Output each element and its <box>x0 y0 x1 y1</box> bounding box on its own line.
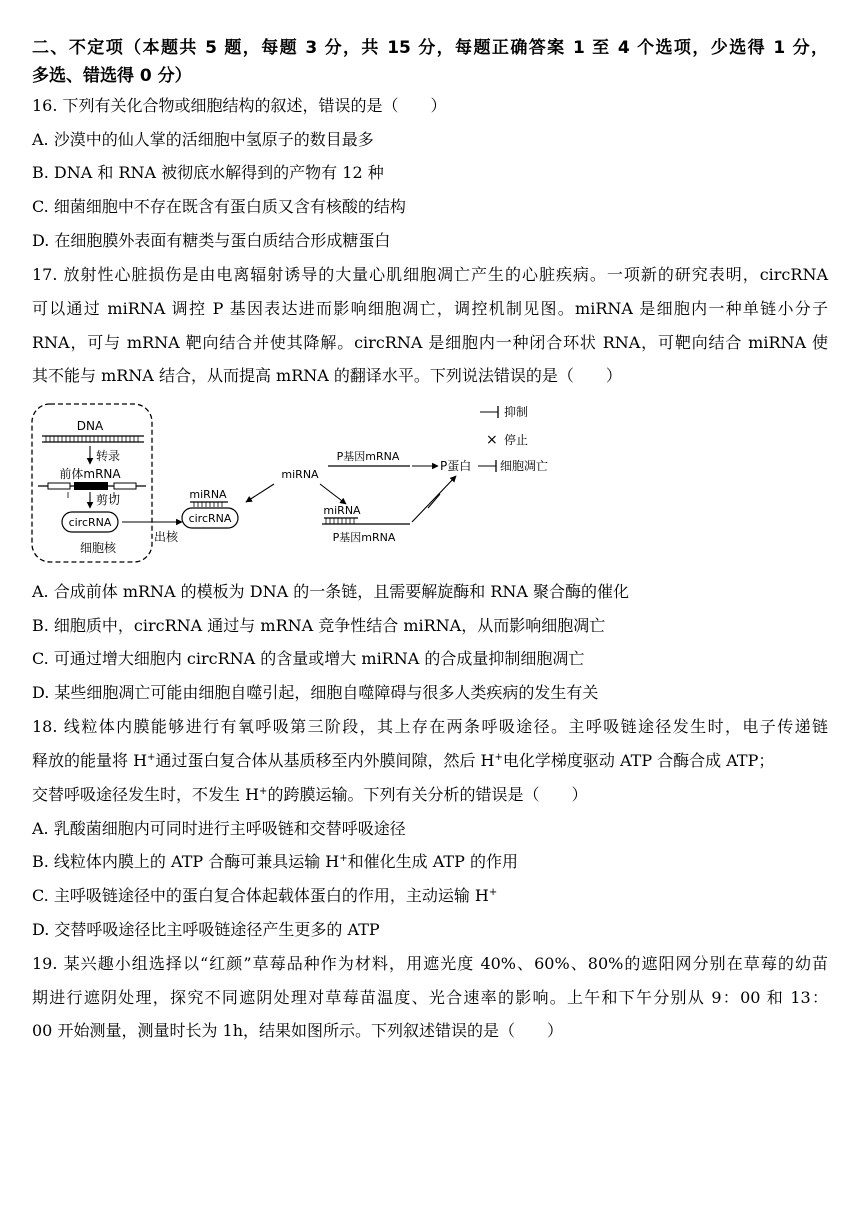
q16-option-b: B. DNA 和 RNA 被彻底水解得到的产物有 12 种 <box>32 163 384 182</box>
export-label: 出核 <box>154 530 179 544</box>
q17-stem-line-1: 17. 放射性心脏损伤是由电离辐射诱导的大量心肌细胞凋亡产生的心脏疾病。一项新的研究表明，circRNA <box>32 265 828 284</box>
q18-stem-line-2: 释放的能量将 H+通过蛋白复合体从基质移至内外膜间隙，然后 H+电化学梯度驱动 ATP 合酶合成 ATP； <box>32 751 775 770</box>
pre-mrna-exon-center <box>74 482 108 490</box>
bound-mirna-label: miRNA <box>189 488 227 501</box>
q18-stem-line-1: 18. 线粒体内膜能够进行有氧呼吸第三阶段，其上存在两条呼吸途径。主呼吸链途径发生时，电子传递链 <box>32 717 828 736</box>
cytoplasmic-circrna-label: circRNA <box>188 512 232 525</box>
q16-stem: 16. 下列有关化合物或细胞结构的叙述，错误的是（ ） <box>32 96 447 115</box>
q18-option-b: B. 线粒体内膜上的 ATP 合酶可兼具运输 H+和催化生成 ATP 的作用 <box>32 852 518 871</box>
free-mirna-label: miRNA <box>281 468 319 481</box>
q18-stem-line-3: 交替呼吸途径发生时，不发生 H+的跨膜运输。下列有关分析的错误是（ ） <box>32 785 588 804</box>
apoptosis-label: 细胞凋亡 <box>500 459 549 473</box>
nuclear-circrna-label: circRNA <box>68 516 112 529</box>
pre-mrna-exon-right <box>114 483 136 489</box>
legend-inhibit-label: 抑制 <box>504 405 529 419</box>
circrna-regulation-diagram <box>28 398 568 568</box>
pre-mrna-label: 前体mRNA <box>59 467 121 481</box>
splice-label: 剪切 <box>96 493 121 507</box>
section-heading-line-1: 二、不定项（本题共 5 题，每题 3 分，共 15 分，每题正确答案 1 至 4 个选项，少选得 1 分， <box>32 38 828 58</box>
q16-option-d: D. 在细胞膜外表面有糖类与蛋白质结合形成糖蛋白 <box>32 231 391 250</box>
blocked-translation-arrow <box>412 476 456 522</box>
q17-stem-line-3: RNA，可与 mRNA 靶向结合并使其降解。circRNA 是细胞内一种闭合环状 RNA，可靶向结合 miRNA 使 <box>32 333 828 352</box>
p-mrna-label-upper: P基因mRNA <box>336 450 400 463</box>
bound-mirna-label-lower: miRNA <box>323 504 361 517</box>
q17-stem-line-2: 可以通过 miRNA 调控 P 基因表达进而影响细胞凋亡，调控机制见图。miRNA 是细胞内一种单链小分子 <box>32 299 828 318</box>
q19-stem-line-3: 00 开始测量，测量时长为 1h，结果如图所示。下列叙述错误的是（ ） <box>32 1021 564 1040</box>
legend-stop-label: 停止 <box>504 433 529 447</box>
mirna-to-mrna-arrow <box>320 484 346 504</box>
q16-option-a: A. 沙漠中的仙人掌的活细胞中氢原子的数目最多 <box>32 130 374 149</box>
section-heading-line-2: 多选、错选得 0 分） <box>32 66 192 86</box>
q18-option-d: D. 交替呼吸途径比主呼吸链途径产生更多的 ATP <box>32 920 380 939</box>
p-protein-label: P蛋白 <box>440 459 472 473</box>
q17-option-c: C. 可通过增大细胞内 circRNA 的含量或增大 miRNA 的合成量抑制细胞凋亡 <box>32 649 585 668</box>
transcription-label: 转录 <box>96 449 121 463</box>
legend-stop-symbol: × <box>486 432 498 448</box>
q18-option-a: A. 乳酸菌细胞内可同时进行主呼吸链和交替呼吸途径 <box>32 819 406 838</box>
dna-base-pairs <box>46 436 138 442</box>
q18-option-c: C. 主呼吸链途径中的蛋白复合体起载体蛋白的作用，主动运输 H+ <box>32 886 498 905</box>
q17-option-d: D. 某些细胞凋亡可能由细胞自噬引起，细胞自噬障碍与很多人类疾病的发生有关 <box>32 683 599 702</box>
q17-stem-line-4: 其不能与 mRNA 结合，从而提高 mRNA 的翻译水平。下列说法错误的是（ ） <box>32 366 622 385</box>
q16-option-c: C. 细菌细胞中不存在既含有蛋白质又含有核酸的结构 <box>32 197 406 216</box>
q17-option-a: A. 合成前体 mRNA 的模板为 DNA 的一条链，且需要解旋酶和 RNA 聚合酶的催化 <box>32 582 630 601</box>
q17-option-b: B. 细胞质中，circRNA 通过与 mRNA 竞争性结合 miRNA，从而影响细胞凋亡 <box>32 616 606 635</box>
stop-mark <box>428 494 440 508</box>
pre-mrna-exon-left <box>48 483 70 489</box>
dna-label: DNA <box>76 419 104 433</box>
q19-stem-line-1: 19. 某兴趣小组选择以“红颜”草莓品种作为材料，用遮光度 40%、60%、80%的遮阳网分别在草莓的幼苗 <box>32 954 828 973</box>
mirna-to-circrna-arrow <box>246 484 274 502</box>
q19-stem-line-2: 期进行遮阴处理，探究不同遮阴处理对草莓苗温度、光合速率的影响。上午和下午分别从 9：00 和 13： <box>32 988 828 1007</box>
p-mrna-label-lower: P基因mRNA <box>332 531 396 544</box>
nucleus-label: 细胞核 <box>79 541 117 555</box>
